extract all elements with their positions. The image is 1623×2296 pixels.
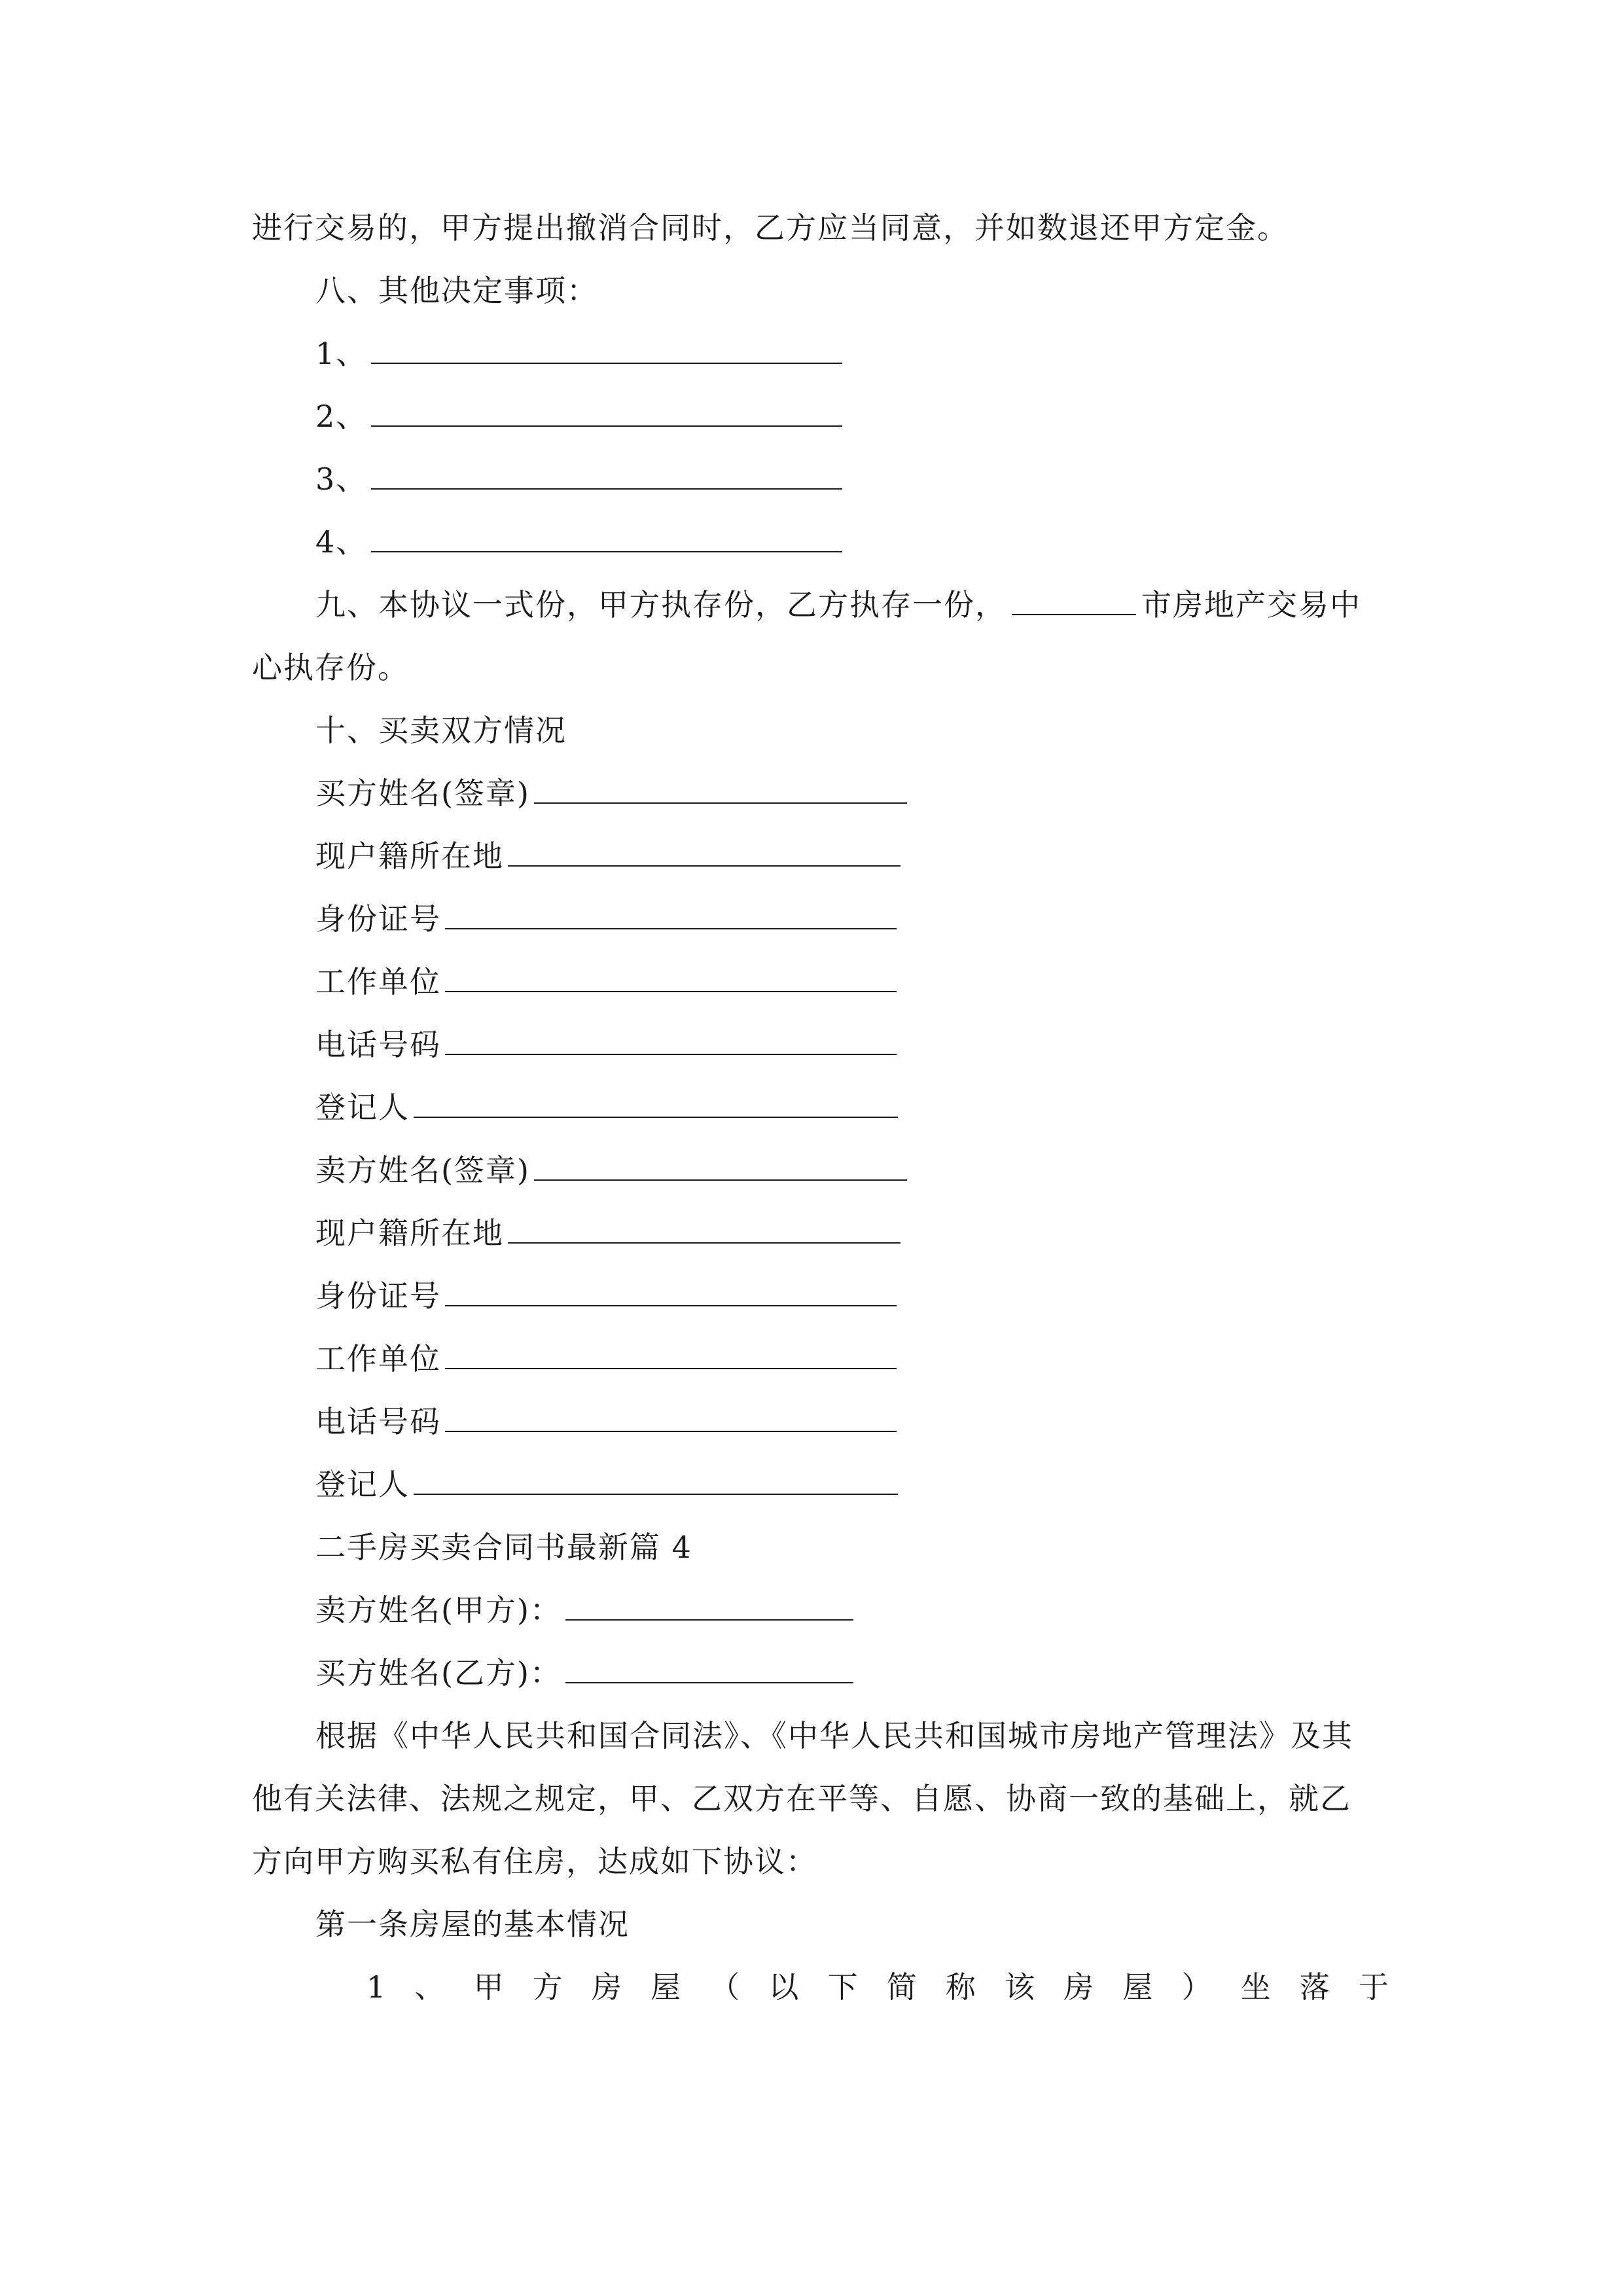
spread-char: 坐: [1240, 1969, 1271, 2005]
paragraph-text: 进行交易的，甲方提出撤消合同时，乙方应当同意，并如数退还甲方定金。: [252, 210, 1289, 245]
spread-char: （: [709, 1969, 740, 2005]
fill-blank[interactable]: [371, 334, 842, 364]
spread-char: 甲: [473, 1969, 504, 2005]
article-1-heading-text: 第一条房屋的基本情况: [315, 1907, 630, 1942]
intro-text-1: 根据《中华人民共和国合同法》、《中华人民共和国城市房地产管理法》及其: [315, 1718, 1353, 1753]
spread-char: 房: [591, 1969, 622, 2005]
spread-char: 屋: [651, 1969, 681, 2005]
buyer-id-row: [315, 899, 897, 939]
item-number: 2、: [315, 399, 368, 434]
item-number: 1、: [315, 336, 368, 371]
spread-char: 于: [1358, 1969, 1389, 2005]
part-4-title-text: 二手房买卖合同书最新篇 4: [315, 1530, 692, 1565]
buyer-name-blank[interactable]: [534, 774, 907, 804]
spread-char: 以: [768, 1969, 799, 2005]
section-8-item-3: [315, 459, 842, 499]
buyer-registrar-row: [315, 1088, 898, 1127]
item-number: 4、: [315, 524, 368, 560]
seller-domicile-label: 现户籍所在地: [315, 1215, 504, 1251]
spread-char: 下: [827, 1969, 858, 2005]
buyer-domicile-row: [315, 836, 901, 876]
part-4-buyer-row: [315, 1653, 853, 1693]
seller-employer-label: 工作单位: [315, 1341, 441, 1376]
section-8-item-1: [315, 334, 842, 373]
buyer-id-blank[interactable]: [445, 899, 897, 929]
buyer-employer-blank[interactable]: [445, 962, 897, 992]
buyer-phone-blank[interactable]: [445, 1025, 897, 1055]
section-10-heading: [315, 711, 567, 750]
seller-phone-row: [315, 1402, 897, 1441]
city-blank[interactable]: [1012, 585, 1136, 615]
part-4-seller-label: 卖方姓名(甲方)：: [315, 1592, 562, 1628]
article-1-item-1: [366, 1967, 1389, 2007]
part-4-intro-line-3: [252, 1842, 817, 1881]
spread-char: 落: [1299, 1969, 1330, 2005]
buyer-domicile-blank[interactable]: [508, 836, 901, 867]
section-9-text-b: 市房地产交易中: [1141, 587, 1361, 622]
seller-name-label: 卖方姓名(签章): [315, 1153, 530, 1188]
section-8-item-4: [315, 522, 842, 562]
part-4-intro-line-2: [252, 1779, 1351, 1818]
seller-employer-blank[interactable]: [445, 1339, 897, 1369]
buyer-name-label: 买方姓名(签章): [315, 776, 530, 811]
buyer-employer-label: 工作单位: [315, 964, 441, 999]
spread-char: 屋: [1122, 1969, 1153, 2005]
seller-domicile-row: [315, 1213, 901, 1253]
seller-name-row: [315, 1151, 907, 1190]
spread-char: ）: [1181, 1969, 1212, 2005]
seller-domicile-blank[interactable]: [508, 1213, 901, 1244]
buyer-id-label: 身份证号: [315, 901, 441, 937]
section-9-text-c: 心执存份。: [252, 650, 409, 685]
buyer-phone-row: [315, 1025, 897, 1064]
section-9-text-a: 九、本协议一式份，甲方执存份，乙方执存一份，: [315, 587, 1007, 622]
section-9-line-1: [315, 585, 1361, 624]
fill-blank[interactable]: [371, 397, 842, 427]
section-10-heading-text: 十、买卖双方情况: [315, 713, 567, 748]
spread-char: 简: [886, 1969, 917, 2005]
spread-char: 、: [414, 1969, 445, 2005]
intro-text-2: 他有关法律、法规之规定，甲、乙双方在平等、自愿、协商一致的基础上，就乙: [252, 1781, 1351, 1816]
section-9-line-2: [252, 648, 409, 687]
seller-phone-label: 电话号码: [315, 1404, 441, 1439]
item-number: 3、: [315, 461, 368, 497]
seller-name-blank[interactable]: [534, 1151, 907, 1181]
paragraph-continuation: [252, 208, 1289, 247]
seller-registrar-row: [315, 1465, 898, 1504]
part-4-seller-blank[interactable]: [565, 1590, 853, 1621]
seller-id-row: [315, 1276, 897, 1316]
part-4-buyer-label: 买方姓名(乙方)：: [315, 1655, 562, 1691]
spread-char: 称: [945, 1969, 976, 2005]
fill-blank[interactable]: [371, 522, 842, 552]
part-4-buyer-blank[interactable]: [565, 1653, 853, 1683]
part-4-intro-line-1: [315, 1716, 1353, 1755]
part-4-seller-row: [315, 1590, 853, 1630]
buyer-phone-label: 电话号码: [315, 1027, 441, 1062]
spread-char: 1: [366, 1969, 386, 2005]
seller-registrar-label: 登记人: [315, 1467, 410, 1502]
spread-char: 房: [1063, 1969, 1094, 2005]
seller-phone-blank[interactable]: [445, 1402, 897, 1432]
section-8-heading-text: 八、其他决定事项：: [315, 273, 598, 308]
buyer-registrar-label: 登记人: [315, 1090, 410, 1125]
buyer-employer-row: [315, 962, 897, 1001]
buyer-name-row: [315, 774, 907, 813]
fill-blank[interactable]: [371, 459, 842, 490]
buyer-domicile-label: 现户籍所在地: [315, 838, 504, 874]
buyer-registrar-blank[interactable]: [414, 1088, 898, 1118]
article-1-heading: [315, 1905, 630, 1944]
seller-registrar-blank[interactable]: [414, 1465, 898, 1495]
spread-char: 方: [532, 1969, 563, 2005]
section-8-item-2: [315, 397, 842, 436]
spread-char: 该: [1005, 1969, 1035, 2005]
seller-id-blank[interactable]: [445, 1276, 897, 1306]
seller-id-label: 身份证号: [315, 1278, 441, 1314]
part-4-title: [315, 1528, 692, 1567]
seller-employer-row: [315, 1339, 897, 1378]
section-8-heading: [315, 271, 598, 310]
intro-text-3: 方向甲方购买私有住房，达成如下协议：: [252, 1844, 817, 1879]
